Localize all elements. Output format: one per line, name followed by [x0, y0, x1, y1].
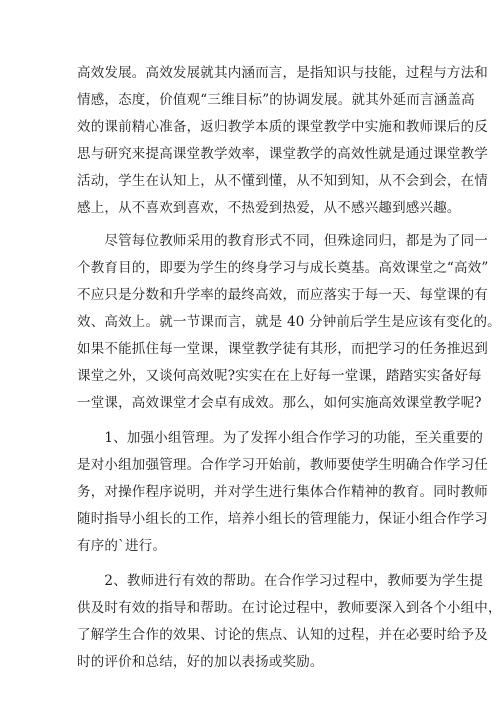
text-line: 1、加强小组管理。为了发挥小组合作学习的功能，至关重要的	[77, 430, 484, 446]
paragraph-1	[77, 60, 488, 222]
text-line: 2、教师进行有效的帮助。在合作学习过程中，教师要为学生提	[77, 573, 484, 589]
paragraph-3	[77, 425, 488, 560]
text-line: 一堂课，高效课堂才会卓有成效。那么，如何实施高效课堂教学呢?	[77, 395, 482, 411]
text-line: 个教育目的，即要为学生的终身学习与成长奠基。高效课堂之“高效”	[77, 260, 489, 276]
paragraph-4	[77, 568, 502, 676]
text-line: 有序的`进行。	[77, 538, 167, 554]
text-line: 务，对操作程序说明，并对学生进行集体合作精神的教育。同时教师	[77, 484, 488, 500]
text-line: 如果不能抓住每一堂课，课堂教学徒有其形，而把学习的任务推迟到	[77, 341, 488, 357]
text-line: 感上，从不喜欢到喜欢，不热爱到热爱，从不感兴趣到感兴趣。	[77, 200, 461, 216]
text-line: 时的评价和总结，好的加以表扬或奖励。	[77, 654, 324, 670]
text-line: 尽管每位教师采用的教育形式不同，但殊途同归，都是为了同一	[77, 233, 488, 249]
document-body	[77, 60, 502, 676]
text-line: 高效发展。高效发展就其内涵而言，是指知识与技能，过程与方法和	[77, 65, 488, 81]
text-line: 效、高效上。就一节课而言，就是 40 分钟前后学生是应该有变化的。	[77, 314, 501, 330]
text-line: 活动，学生在认知上，从不懂到懂，从不知到知，从不会到会，在情	[77, 173, 488, 189]
paragraph-2	[77, 228, 501, 417]
text-line: 不应只是分数和升学率的最终高效，而应落实于每一天、每堂课的有	[77, 287, 488, 303]
text-line: 课堂之外，又谈何高效呢?实实在在上好每一堂课，踏踏实实备好每	[77, 368, 482, 384]
text-line: 效的课前精心准备，返归教学本质的课堂教学中实施和教师课后的反	[77, 119, 488, 135]
text-line: 是对小组加强管理。合作学习开始前，教师要使学生明确合作学习任	[77, 457, 488, 473]
text-line: 随时指导小组长的工作，培养小组长的管理能力，保证小组合作学习	[77, 511, 488, 527]
text-line: 思与研究来提高课堂教学效率，课堂教学的高效性就是通过课堂教学	[77, 146, 488, 162]
text-line: 供及时有效的指导和帮助。在讨论过程中，教师要深入到各个小组中，	[77, 600, 502, 616]
text-line: 了解学生合作的效果、讨论的焦点、认知的过程，并在必要时给予及	[77, 627, 488, 643]
text-line: 情感，态度，价值观“三维目标”的协调发展。就其外延而言涵盖高	[77, 92, 475, 108]
